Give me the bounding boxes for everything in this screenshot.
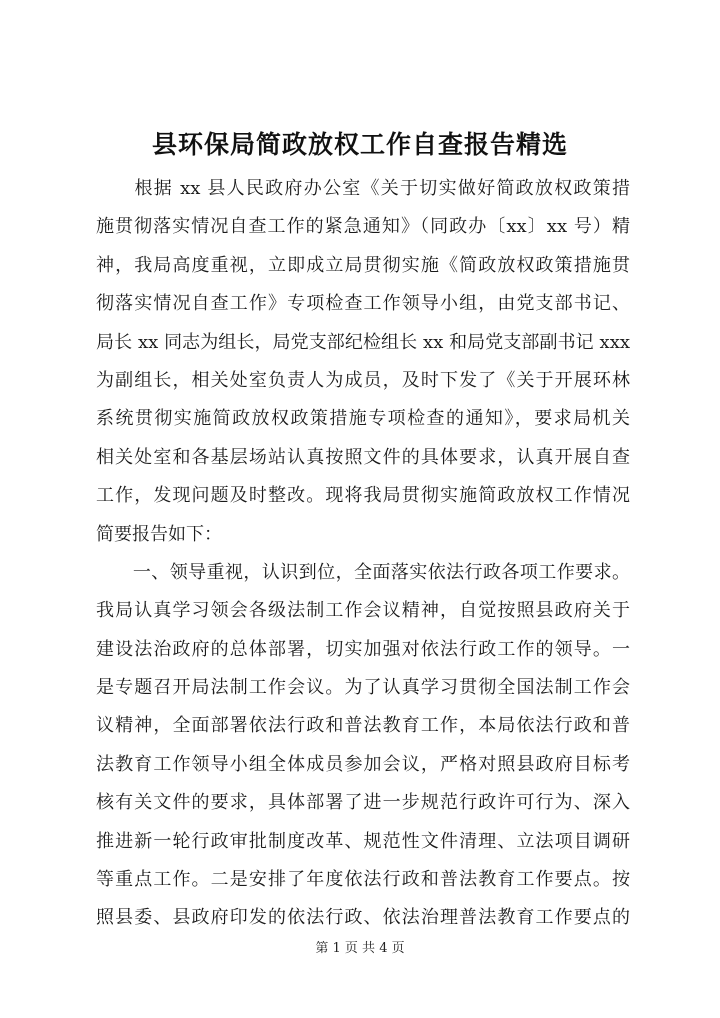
body-line: 根据 xx 县人民政府办公室《关于切实做好简政放权政策措 (96, 178, 630, 199)
body-line: 相关处室和各基层场站认真按照文件的具体要求，认真开展自查 (96, 446, 630, 468)
body-line: 施贯彻落实情况自查工作的紧急通知》（同政办〔xx〕xx 号）精 (96, 216, 630, 238)
body-line: 彻落实情况自查工作》专项检查工作领导小组，由党支部书记、 (96, 293, 630, 315)
body-line: 工作，发现问题及时整改。现将我局贯彻实施简政放权工作情况 (96, 485, 630, 507)
body-line: 推进新一轮行政审批制度改革、规范性文件清理、立法项目调研 (96, 830, 630, 852)
body-line: 是专题召开局法制工作会议。为了认真学习贯彻全国法制工作会 (96, 677, 630, 699)
body-line: 核有关文件的要求，具体部署了进一步规范行政许可行为、深入 (96, 792, 630, 814)
body-line: 照县委、县政府印发的依法行政、依法治理普法教育工作要点的 (96, 907, 630, 929)
document-title: 县环保局简政放权工作自查报告精选 (151, 130, 568, 159)
body-line: 议精神，全面部署依法行政和普法教育工作，本局依法行政和普 (96, 715, 630, 737)
body-line: 系统贯彻实施简政放权政策措施专项检查的通知》，要求局机关 (96, 408, 630, 430)
body-line: 我局认真学习领会各级法制工作会议精神，自觉按照县政府关于 (96, 600, 630, 622)
document-body (96, 170, 630, 938)
page-footer: 第 1 页 共 4 页 (315, 941, 405, 956)
body-line: 局长 xx 同志为组长，局党支部纪检组长 xx 和局党支部副书记 xxx (96, 331, 630, 353)
body-line: 建设法治政府的总体部署，切实加强对依法行政工作的领导。一 (96, 638, 630, 660)
body-line: 为副组长，相关处室负责人为成员，及时下发了《关于开展环林 (96, 369, 630, 391)
section-heading-line: 一、领导重视，认识到位，全面落实依法行政各项工作要求。 (96, 561, 630, 583)
body-line: 法教育工作领导小组全体成员参加会议，严格对照县政府目标考 (96, 753, 630, 775)
body-line: 神，我局高度重视，立即成立局贯彻实施《简政放权政策措施贯 (96, 254, 630, 276)
body-line: 等重点工作。二是安排了年度依法行政和普法教育工作要点。按 (96, 869, 630, 891)
body-line: 简要报告如下： (96, 523, 222, 545)
